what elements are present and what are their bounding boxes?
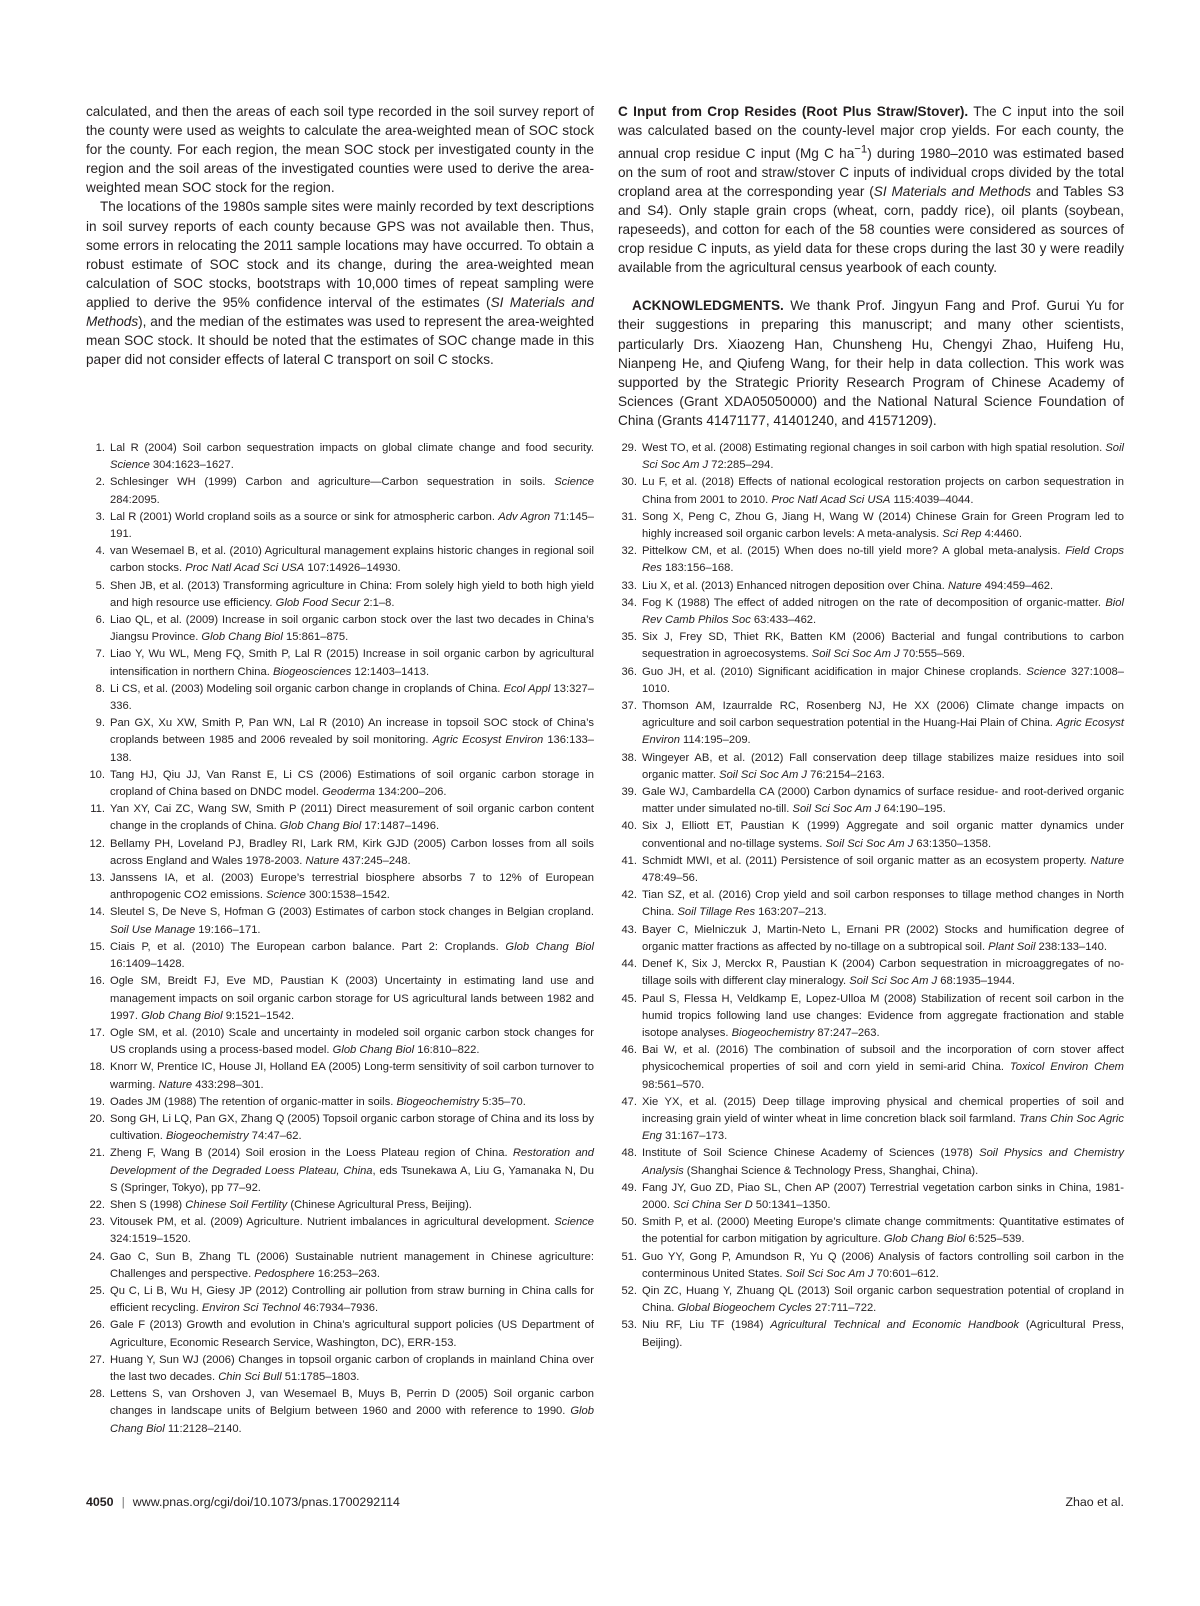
reference-text: Gao C, Sun B, Zhang TL (2006) Sustainable nutrient management in Chinese agriculture: Challenges and perspective. Pedosphere 16:253–263.	[110, 1250, 594, 1280]
reference-text: Qin ZC, Huang Y, Zhuang QL (2013) Soil organic carbon sequestration potential of cropland in China. Global Biogeochem Cycles 27:711–722.	[642, 1284, 1124, 1315]
reference-number: 38.	[621, 751, 637, 764]
reference-text: Song GH, Li LQ, Pan GX, Zhang Q (2005) Topsoil organic carbon storage of China and its loss by cultivation. Biogeochemistry 74:47–62.	[110, 1112, 594, 1143]
reference-text: Oades JM (1988) The retention of organic-matter in soils. Biogeochemistry 5:35–70.	[110, 1095, 526, 1108]
reference-number: 3.	[95, 510, 105, 523]
reference-text: Ogle SM, et al. (2010) Scale and uncertainty in modeled soil organic carbon stock changes for US croplands using a process-based model. Glob Chang Biol 16:810–822.	[110, 1026, 594, 1057]
reference-item	[618, 1145, 1124, 1179]
reference-text: Ciais P, et al. (2010) The European carbon balance. Part 2: Croplands. Glob Chang Biol 16:1409–1428.	[110, 940, 594, 971]
reference-text: Niu RF, Liu TF (1984) Agricultural Technical and Economic Handbook (Agricultural Press, Beijing).	[642, 1319, 1125, 1349]
reference-number: 7.	[95, 648, 105, 661]
reference-item	[618, 991, 1124, 1043]
reference-item	[86, 939, 594, 973]
reference-item	[86, 681, 594, 715]
reference-text: Bellamy PH, Loveland PJ, Bradley RI, Lark RM, Kirk GJD (2005) Carbon losses from all soils across England and Wales 1978-2003. Nature 437:245–248.	[110, 837, 594, 867]
reference-text: Lettens S, van Orshoven J, van Wesemael B, Muys B, Perrin D (2005) Soil organic carbon changes in landscape units of Belgium between 1960 and 2000 with reference to 1990. Glob Chang Biol 11:2128–2140.	[110, 1388, 594, 1435]
reference-number: 14.	[89, 906, 105, 919]
reference-item	[618, 1283, 1124, 1317]
reference-text: Wingeyer AB, et al. (2012) Fall conservation deep tillage stabilizes maize residues into soil organic matter. Soil Sci Soc Am J 76:2154–2163.	[642, 751, 1124, 781]
reference-number: 44.	[621, 958, 637, 971]
reference-number: 36.	[621, 665, 637, 678]
reference-text: Lu F, et al. (2018) Effects of national ecological restoration projects on carbon sequestration in China from 2001 to 2010. Proc Natl Acad Sci USA 115:4039–4044.	[642, 476, 1124, 506]
reference-item	[618, 750, 1124, 784]
reference-text: West TO, et al. (2008) Estimating regional changes in soil carbon with high spatial resolution. Soil Sci Soc Am J 72:285–294.	[642, 442, 1124, 472]
reference-text: Knorr W, Prentice IC, House JI, Holland EA (2005) Long-term sensitivity of soil carbon turnover to warming. Nature 433:298–301.	[110, 1061, 594, 1091]
body-paragraph-2: The locations of the 1980s sample sites were mainly recorded by text descriptions in soil survey reports of each county because GPS was not available then. Thus, some errors in relocating the 2011 sample locations may have occurred. To obtain a robust estimate of SOC stock and its change, during the area-weighted mean calculation of SOC stocks, bootstraps with 10,000 times of repeat sampling were applied to derive the 95% confidence interval of the estimates (SI Materials and Methods), and the median of the estimates was used to represent the area-weighted mean SOC stock. It should be noted that the estimates of SOC change made in this paper did not consider effects of lateral C transport on soil C stocks.	[86, 199, 594, 368]
reference-text: Liao Y, Wu WL, Meng FQ, Smith P, Lal R (2015) Increase in soil organic carbon by agricultural intensification in northern China. Biogeosciences 12:1403–1413.	[110, 648, 594, 678]
reference-number: 13.	[89, 872, 105, 885]
reference-text: Tian SZ, et al. (2016) Crop yield and soil carbon responses to tillage method changes in North China. Soil Tillage Res 163:207–213.	[642, 889, 1124, 919]
acknowledgments	[618, 296, 1124, 430]
reference-item	[86, 1283, 594, 1317]
reference-number: 42.	[621, 889, 637, 902]
reference-item	[86, 543, 594, 577]
reference-text: Fog K (1988) The effect of added nitrogen on the rate of decomposition of organic-matter. Biol Rev Camb Philos Soc 63:433–462.	[642, 596, 1124, 627]
reference-item	[618, 1214, 1124, 1248]
references-column-left	[86, 440, 594, 1438]
reference-text: Gale F (2013) Growth and evolution in China’s agricultural support policies (US Department of Agriculture, Economic Research Service, Washington, DC), ERR-153.	[110, 1319, 594, 1349]
reference-item	[86, 904, 594, 938]
section-text: The C input into the soil was calculated based on the county-level major crop yields. For each county, the annual crop residue C input (Mg C $ha^{-1}$) during 1980–2010 was estimated based on the sum of root and straw/stover C inputs of individual crops divided by the total cropland area at the corresponding year (SI Materials and Methods and Tables S3 and S4). Only staple grain crops (wheat, corn, paddy rice), oil plants (soybean, rapeseeds), and cotton for each of the 58 counties were considered as sources of crop residue C inputs, as yield data for these crops during the last 30 y were readily available from the agricultural census yearbook of each county.	[618, 104, 1125, 276]
doi-link[interactable]: www.pnas.org/cgi/doi/10.1073/pnas.1700292114	[132, 1495, 400, 1509]
reference-number: 39.	[621, 786, 637, 799]
reference-number: 19.	[89, 1095, 105, 1108]
reference-item	[86, 1249, 594, 1283]
reference-text: Tang HJ, Qiu JJ, Van Ranst E, Li CS (2006) Estimations of soil organic carbon storage in cropland of China based on DNDC model. Geoderma 134:200–206.	[110, 768, 594, 799]
reference-number: 34.	[621, 596, 637, 609]
reference-item	[618, 784, 1124, 818]
reference-number: 50.	[621, 1216, 637, 1229]
reference-text: Sleutel S, De Neve S, Hofman G (2003) Estimates of carbon stock changes in Belgian cropland. Soil Use Manage 19:166–171.	[110, 906, 594, 936]
reference-item	[618, 887, 1124, 921]
reference-item	[86, 1025, 594, 1059]
reference-text: Institute of Soil Science Chinese Academy of Sciences (1978) Soil Physics and Chemistry Analysis (Shanghai Science & Technology Press, Shanghai, China).	[642, 1147, 1124, 1177]
reference-number: 24.	[89, 1250, 105, 1263]
reference-number: 53.	[621, 1319, 637, 1332]
reference-number: 17.	[89, 1026, 105, 1039]
reference-text: Schmidt MWI, et al. (2011) Persistence of soil organic matter as an ecosystem property. Nature 478:49–56.	[642, 854, 1124, 885]
page-number: 4050	[86, 1495, 114, 1509]
reference-text: Vitousek PM, et al. (2009) Agriculture. Nutrient imbalances in agricultural development. Science 324:1519–1520.	[110, 1216, 594, 1246]
reference-item	[618, 629, 1124, 663]
reference-text: Guo JH, et al. (2010) Significant acidification in major Chinese croplands. Science 327:1008–1010.	[642, 665, 1124, 695]
page-footer	[86, 1495, 1124, 1515]
reference-item	[86, 1145, 594, 1197]
reference-list-right	[618, 440, 1124, 1352]
running-author: Zhao et al.	[1065, 1495, 1124, 1509]
reference-number: 20.	[89, 1112, 105, 1125]
body-column-right	[618, 102, 1124, 430]
reference-item	[86, 1094, 594, 1111]
reference-item	[618, 1249, 1124, 1283]
section-heading: C Input from Crop Resides (Root Plus Straw/Stover).	[618, 104, 969, 119]
reference-item	[86, 801, 594, 835]
crop-residue-section	[618, 102, 1124, 277]
reference-number: 52.	[621, 1284, 637, 1297]
reference-text: Denef K, Six J, Merckx R, Paustian K (2004) Carbon sequestration in microaggregates of no-tillage soils with different clay mineralogy. Soil Sci Soc Am J 68:1935–1944.	[642, 958, 1124, 988]
reference-number: 43.	[621, 923, 637, 936]
acknowledgments-text: We thank Prof. Jingyun Fang and Prof. Gurui Yu for their suggestions in preparing this manuscript; and many other scientists, particularly Drs. Xiaozeng Han, Chunsheng Hu, Chengyi Zhao, Huifeng Hu, Nianpeng He, and Qiufeng Wang, for their help in data collection. This work was supported by the Strategic Priority Research Program of Chinese Academy of Sciences (Grant XDA05050000) and the National Natural Science Foundation of China (Grants 41471177, 41401240, and 41571209).	[618, 298, 1124, 428]
reference-item	[618, 440, 1124, 474]
reference-text: Pittelkow CM, et al. (2015) When does no-till yield more? A global meta-analysis. Field Crops Res 183:156–168.	[642, 545, 1125, 575]
reference-number: 23.	[89, 1216, 105, 1229]
reference-item	[86, 1386, 594, 1438]
reference-text: Janssens IA, et al. (2003) Europe’s terrestrial biosphere absorbs 7 to 12% of European anthropogenic CO2 emissions. Science 300:1538–1542.	[110, 872, 594, 902]
reference-number: 2.	[95, 476, 105, 489]
reference-text: Zheng F, Wang B (2014) Soil erosion in the Loess Plateau region of China. Restoration and Development of the Degraded Loess Plateau, China, eds Tsunekawa A, Liu G, Yamanaka N, Du S (Springer, Tokyo), pp 77–92.	[110, 1147, 594, 1194]
reference-item	[618, 578, 1124, 595]
reference-item	[618, 543, 1124, 577]
references-column-right	[618, 440, 1124, 1352]
reference-number: 32.	[621, 545, 637, 558]
reference-item	[86, 1059, 594, 1093]
reference-item	[618, 1094, 1124, 1146]
reference-number: 10.	[89, 768, 105, 781]
reference-item	[86, 1352, 594, 1386]
reference-number: 29.	[621, 442, 637, 454]
reference-text: Lal R (2004) Soil carbon sequestration impacts on global climate change and food security. Science 304:1623–1627.	[110, 442, 594, 472]
reference-number: 26.	[89, 1319, 105, 1332]
reference-number: 27.	[89, 1353, 105, 1366]
reference-item	[618, 509, 1124, 543]
reference-item	[86, 973, 594, 1025]
reference-number: 31.	[621, 510, 637, 523]
reference-text: Li CS, et al. (2003) Modeling soil organic carbon change in croplands of China. Ecol Appl 13:327–336.	[110, 682, 594, 713]
reference-number: 41.	[621, 854, 637, 867]
reference-item	[618, 922, 1124, 956]
reference-number: 5.	[95, 579, 105, 592]
reference-text: Bai W, et al. (2016) The combination of subsoil and the incorporation of corn stover affect physicochemical properties of soil and corn yield in semi-arid China. Toxicol Environ Chem 98:561–570.	[642, 1044, 1125, 1091]
reference-item	[86, 1197, 594, 1214]
reference-text: Huang Y, Sun WJ (2006) Changes in topsoil organic carbon of croplands in mainland China over the last two decades. Chin Sci Bull 51:1785–1803.	[110, 1353, 594, 1383]
reference-text: Six J, Elliott ET, Paustian K (1999) Aggregate and soil organic matter dynamics under conventional and no-tillage systems. Soil Sci Soc Am J 63:1350–1358.	[642, 820, 1124, 850]
reference-number: 25.	[89, 1284, 105, 1297]
reference-number: 21.	[89, 1147, 105, 1160]
reference-item	[86, 509, 594, 543]
reference-number: 46.	[621, 1044, 637, 1057]
reference-item	[86, 870, 594, 904]
reference-number: 49.	[621, 1181, 637, 1194]
reference-number: 30.	[621, 476, 637, 489]
reference-number: 16.	[89, 975, 105, 988]
reference-item	[618, 474, 1124, 508]
reference-text: Smith P, et al. (2000) Meeting Europe’s climate change commitments: Quantitative estimates of the potential for carbon mitigation by agriculture. Glob Chang Biol 6:525–539.	[642, 1216, 1124, 1246]
reference-item	[618, 1042, 1124, 1094]
reference-item	[618, 1317, 1124, 1351]
reference-item	[86, 1214, 594, 1248]
reference-number: 33.	[621, 579, 637, 592]
reference-text: Shen JB, et al. (2013) Transforming agriculture in China: From solely high yield to both high yield and high resource use efficiency. Glob Food Secur 2:1–8.	[110, 579, 594, 609]
reference-text: Gale WJ, Cambardella CA (2000) Carbon dynamics of surface residue- and root-derived organic matter under simulated no-till. Soil Sci Soc Am J 64:190–195.	[642, 786, 1124, 816]
reference-text: Song X, Peng C, Zhou G, Jiang H, Wang W (2014) Chinese Grain for Green Program led to highly increased soil organic carbon levels: A meta-analysis. Sci Rep 4:4460.	[642, 510, 1124, 541]
reference-item	[618, 956, 1124, 990]
reference-text: van Wesemael B, et al. (2010) Agricultural management explains historic changes in regional soil carbon stocks. Proc Natl Acad Sci USA 107:14926–14930.	[110, 545, 594, 575]
reference-text: Schlesinger WH (1999) Carbon and agriculture—Carbon sequestration in soils. Science 284:2095.	[110, 476, 594, 506]
reference-item	[86, 1317, 594, 1351]
reference-item	[86, 767, 594, 801]
reference-item	[618, 698, 1124, 750]
reference-number: 4.	[95, 545, 105, 558]
reference-list-left	[86, 440, 594, 1438]
reference-number: 51.	[621, 1250, 637, 1263]
reference-number: 45.	[621, 992, 637, 1005]
reference-item	[86, 1111, 594, 1145]
reference-number: 22.	[89, 1198, 105, 1211]
reference-item	[618, 595, 1124, 629]
reference-number: 12.	[89, 837, 105, 850]
reference-text: Thomson AM, Izaurralde RC, Rosenberg NJ, He XX (2006) Climate change impacts on agriculture and soil carbon sequestration potential in the Huang-Hai Plain of China. Agric Ecosyst Environ 114:195–209.	[642, 700, 1125, 747]
reference-number: 40.	[621, 820, 637, 833]
reference-text: Bayer C, Mielniczuk J, Martin-Neto L, Ernani PR (2002) Stocks and humification degree of organic matter fractions as affected by no-tillage on a subtropical soil. Plant Soil 238:133–140.	[642, 923, 1124, 953]
reference-text: Liu X, et al. (2013) Enhanced nitrogen deposition over China. Nature 494:459–462.	[642, 579, 1054, 592]
reference-text: Six J, Frey SD, Thiet RK, Batten KM (2006) Bacterial and fungal contributions to carbon sequestration in agroecosystems. Soil Sci Soc Am J 70:555–569.	[642, 631, 1124, 661]
reference-item	[86, 836, 594, 870]
reference-text: Fang JY, Guo ZD, Piao SL, Chen AP (2007) Terrestrial vegetation carbon sinks in China, 1981-2000. Sci China Ser D 50:1341–1350.	[642, 1181, 1124, 1211]
reference-number: 15.	[89, 940, 105, 953]
reference-text: Liao QL, et al. (2009) Increase in soil organic carbon stock over the last two decades in China’s Jiangsu Province. Glob Chang Biol 15:861–875.	[110, 614, 594, 644]
reference-text: Yan XY, Cai ZC, Wang SW, Smith P (2011) Direct measurement of soil organic carbon content change in the croplands of China. Glob Chang Biol 17:1487–1496.	[110, 803, 594, 833]
reference-number: 9.	[95, 717, 105, 730]
reference-number: 37.	[621, 700, 637, 713]
reference-number: 35.	[621, 631, 637, 644]
reference-text: Guo YY, Gong P, Amundson R, Yu Q (2006) Analysis of factors controlling soil carbon in the conterminous United States. Soil Sci Soc Am J 70:601–612.	[642, 1250, 1124, 1280]
reference-number: 1.	[95, 442, 105, 454]
reference-number: 47.	[621, 1095, 637, 1108]
reference-text: Shen S (1998) Chinese Soil Fertility (Chinese Agricultural Press, Beijing).	[110, 1198, 472, 1211]
reference-item	[618, 853, 1124, 887]
reference-item	[86, 474, 594, 508]
reference-number: 6.	[95, 614, 105, 627]
reference-number: 28.	[89, 1388, 105, 1401]
reference-text: Pan GX, Xu XW, Smith P, Pan WN, Lal R (2010) An increase in topsoil SOC stock of China’s croplands between 1985 and 2006 revealed by soil monitoring. Agric Ecosyst Environ 136:133–138.	[110, 717, 594, 764]
acknowledgments-heading: ACKNOWLEDGMENTS.	[632, 298, 784, 314]
body-column-left	[86, 102, 594, 369]
reference-item	[86, 715, 594, 767]
body-paragraph-1: calculated, and then the areas of each soil type recorded in the soil survey report of the county were used as weights to calculate the area-weighted mean of SOC stock for the county. For each region, the mean SOC stock per investigated county in the region and the soil areas of the investigated counties were used to derive the area-weighted mean SOC stock for the region.	[86, 104, 594, 196]
reference-text: Xie YX, et al. (2015) Deep tillage improving physical and chemical properties of soil and increasing grain yield of winter wheat in lime concretion black soil farmland. Trans Chin Soc Agric Eng 31:167–173.	[642, 1095, 1124, 1143]
reference-number: 11.	[90, 803, 105, 816]
reference-item	[86, 612, 594, 646]
reference-text: Lal R (2001) World cropland soils as a source or sink for atmospheric carbon. Adv Agron 71:145–191.	[110, 510, 594, 541]
reference-item	[86, 440, 594, 474]
reference-text: Ogle SM, Breidt FJ, Eve MD, Paustian K (2003) Uncertainty in estimating land use and management impacts on soil organic carbon storage for US agricultural lands between 1982 and 1997. Glob Chang Biol 9:1521–1542.	[110, 975, 594, 1022]
reference-item	[86, 578, 594, 612]
reference-text: Qu C, Li B, Wu H, Giesy JP (2012) Controlling air pollution from straw burning in China calls for efficient recycling. Environ Sci Technol 46:7934–7936.	[110, 1284, 594, 1315]
reference-item	[618, 818, 1124, 852]
reference-item	[86, 646, 594, 680]
reference-item	[618, 1180, 1124, 1214]
reference-text: Paul S, Flessa H, Veldkamp E, Lopez-Ulloa M (2008) Stabilization of recent soil carbon in the humid tropics following land use changes: Evidence from aggregate fractionation and stable isotope analyses. Biogeochemistry 87:247–263.	[642, 992, 1124, 1039]
reference-number: 8.	[95, 682, 105, 695]
footer-separator: |	[121, 1495, 125, 1509]
reference-item	[618, 664, 1124, 698]
reference-number: 48.	[621, 1147, 637, 1160]
reference-number: 18.	[89, 1061, 105, 1074]
